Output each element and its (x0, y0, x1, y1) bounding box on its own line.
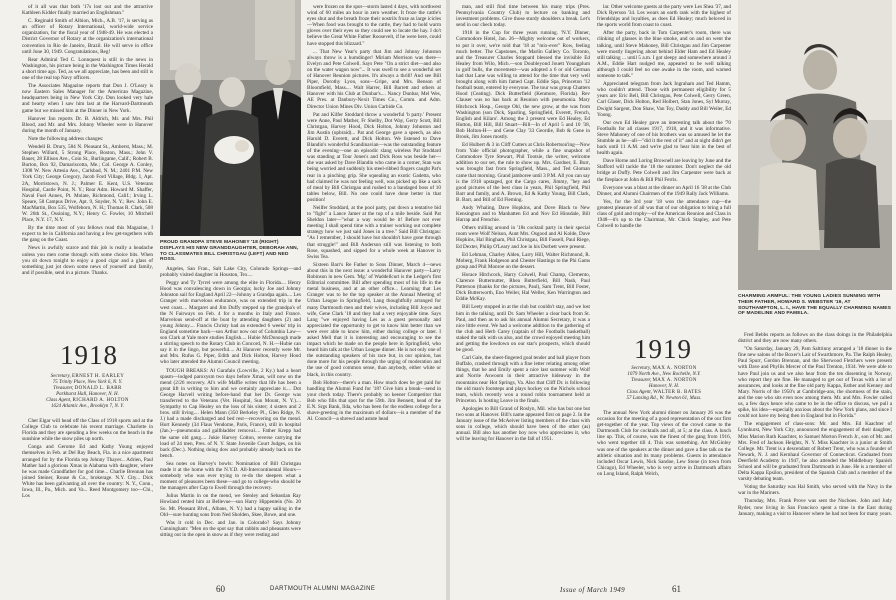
paragraph: Appreciated telegram from Jack Ingraham and Ted Hamm, who couldn't attend. Those with permanent eligibility for 5 years are: Eric Bell, Bill Christgau, Pete Colwell, Gerry Green, Carl Glaser, Dick Holton, Red Holbert, Stan Jones, Syl Murray, Dwight Sargent, Don Shaw, Van Toy, Daddy and Bill Weiler, Ed Young. (597, 81, 731, 118)
paragraph: "On Saturday, January 29, Pam Saltrinny arranged a '18 dinner in the fine new salons of the Boxer's Lair of Swarthmore, Pa. The Ralph Healey, Paul Spurr, Gordon Brennan, and the Sherwood Fletchers were present with Dave and Phyllis Mercer of the Paul Trenton, 1934. We were able to have Paul join us and we also hear from the ten dissenting in Norway, who report they are fine. He managed to get out of Texas with a lot of assurances, and looks at the fine old party Kappa, Esther and Kenney and Mary. Norris of the 1950's at Cambridge-ans, the shortness of the stain, and the one who sits even now among them. Mr. and Mrs. Fowler called us, a few days hence who came to be in the office to discuss, we pull a spike, his idea—especially anxious about the New York plans, and since I could not have my being then in England but in Florida." (738, 346, 892, 420)
paragraph: Sea notes on Harvey's bowls: Nomination of Bill Christgau made it at the home with the N.Y.D. All-Intercontinental Hours—somebody who was ever trying to re-do the sleepers what a moment of pleasures been these—and go to college-who should be the managers after Cap to Ewell through the recovery. (160, 460, 301, 492)
paragraph: Dave Horne and Loring Brownell are leaving by June and the Stafford will tackle the '18 the summer. Don't neglect the old bridge at Duffy. Pete Colwell and Jim Carpenter were back at the fireplace at John & Bill Phil Ferris. (597, 158, 731, 183)
paragraph: The engagement of class-sons: Mr. and Mrs. Ed Kaachter of Lynnhurst, New York City, announced the engagement of their daughter, Miss Marion Ruth Kaachter, to Samuel Morton French Jr., son of Mr. and Mrs. Fred of Jackson Heights, N. Y. Miss Kaachter is a junior at Smith College. Mr. Trent is a descendant of Robert Trent, who was a founder of Newark, N. J. and Kernhaul Governor of Connecticut. Graduated from Deerfield Academy in 1947, he also attended the Middlebury Spanish School and will be graduated from Dartmouth in June. He is a member of Delta Kappa Epsilon, president of the Spanish Club and a member of the varsity debating team. (738, 421, 892, 483)
paragraph: Neilfer Stoddard, at the pool party, put down a tentative bid to "fight" a Lance Jamer at the top of a mile beside. Said Pat Sheldon later—"what a way would be it! Before not ever meeting I shall spend time with a trainer working out complete strategy how we just said Jones in a tree." Said Bill Christgau: "As I remember, I should have but shouldn't have gone through that struggle!" and Bill Anderson still was listening to both Rose, squashed, and sipped for a whole week at Hanover in Swiss Tea. (307, 205, 441, 260)
paragraph: Andy Whaling, Dave Hopkins, and Dove Black to New Kensington and to Manhatten Ed and Nov Ed Hinsdale, Bill Harrap and Frenchie. (456, 205, 590, 224)
paragraph: Apologies to Bill Grand of Roslyn, Mil. who has but one but two sons at Hanover. Bill's name appeared first on page 2. In the January issue of the McAeiver listing members of the class with sons in college, which should have been of the other (as) annual. Bill also has another boy now who appreciates it, who will be leaving for Hanover in the fall of 1951. (456, 405, 590, 443)
column-4-text (456, 4, 590, 576)
page-number-left: 60 (216, 584, 225, 594)
column-6-bottom-text (738, 332, 892, 576)
paragraph: Wendell B. Drury, 584 N. Pleasant St., Amherst, Mass.; M. Stephen Willard, 5 Strong Place, Boston, Mass.; John V. Bauer, 28 Ellison Ave., Coin St., Burlingame, Calif.; Robert B. Burton, Box 92, Damariscotta, Me.; Col. George A. Conley, 1308 W. New Artesia Ave., Carlsbad, N. M.; 2401 P.M. New York City; George Gregory, Jacob Ford Village, Bldg. 1, Apt. 2A, Morristown, N. J.; Palmer E. Kent, U.S. Veterans Hospital, Castle Point, N. Y.; Rear Adm. Howard M. Shaffer, Naval Fuel Annex, Pt. Molate, Richmond, Calif.; Irving L. Speare, 58 Campus Drive, Apt. 9, Snyder, N. Y.; Rev. John E. MacMartin, Box 535, Wolfeboro, N. H.; Thomas R. Clark, 508 W. 26th St., Ossining, N.Y.; Henry G. Fowler, 10 Mitchell Place, N.Y. 17, N.Y. (22, 143, 153, 224)
paragraph: Carl Gale, the sheet-fingered goal tender and ball player from Buffalo, crashed through with a fine letter relating among other things, that he and Emily spent a nice last summer with Wolf and Norrie Aswoom in their attractive hideaway in the mountains near Hot Springs, Va. Also that Cliff Dr. is following the old man's footsteps and plays hockey on the Nichols school team, which recently won a round robin tournament held at Princeton. Is hosting Leave in the finals. (456, 355, 590, 404)
left-page (0, 0, 446, 600)
paragraph: Chet Elgar will head off the Class of 1918 sports and at the College Club to celebrate his recent marriage. Charlotte in Florida and they are spending a few weeks on the beach in the sunshine while the snow piles up north. (22, 418, 153, 443)
magazine-footer: DARTMOUTH ALUMNI MAGAZINE (270, 586, 376, 592)
paragraph: Ed Hulbert & 3 in Cliff Cutters at Chris Robertson'ing—Now from Yale official photographer, while a fine snapshot of Commodore Tyre Stewart, Phil Tootsie, the writer, welcome addition to our set, the rule to show up. Mrs. Gardner, E. Burr, was brought fast from Springfield, Mass., and Ted Gloman came that morning. Grand jamboree until 3 P.M. All you can say is the 1918 upstaged, got the Cargo cares, Jimmy, "hey and good pictures of the best class in years, Phil Springfield, Phil Barr and family, and A. Brown, Ed & Kathy Young, Bill Clark, B. Barr, and Bill of Ed Fleming. (456, 142, 590, 203)
paragraph: Sixteen Barr's Re Father to Sons Dinner, March 4—news about this in the next issue: a wonderful Hanover party—Larry Robinson in new Gem. 'Mg.' of Waddellcurt is the Ledger's first Editorial committee. Bill after spending most of his life in the metal business, and at an other office... Learning that Les Granger was to be the top speaker at the Annual Meeting of Urban League in Springfield, Lang thoughtfully arranged for many Dartmouth men and their wives, including Bill Joyce and wife, Gene Clark '18 and they had a very enjoyable time. Says Lang "we enjoyed having Les as a guest personally and appreciated the opportunity to get to know him better than we were ever able to know him, either during college or later. I asked Mell that it is interesting and encouraging to see the impact which he made on the people here in Springfield, who heard him talk at the Urban League dinner. He is not only one of the outstanding speakers of his race but, in our opinion, has done more for his people through the urging of moderation and the use of good common sense, than anybody, either white or black, in this country. (307, 261, 441, 378)
column-5-text (597, 4, 731, 331)
paragraph: C. Reginald Smith of Albion, Mich., A.B. '17, is serving as an officer of Rotary International, world-wide service organization, for the fiscal year of 1948-49. He was elected a District Governor of Rotary at the organization's international convention in Rio de Janeiro, Brazil. He will serve in office until June 30, 1949. Congratulations, Reg! (22, 18, 153, 55)
page-number-right: 61 (672, 584, 681, 594)
paragraph: The annual New York alumni dinner on January 26 was the occasion for the meeting of a good representation of the our first get-together of the year. Top views of the crowd came to the Dartmouth Club for cocktails and all, at 5; at the class. A lunch line up. This, of course, was the finest of the gang from 1916, who went together till 4. This was something. Art McGinley was one of the speakers at the dinner and gave a fine talk on the athletic situation and its many problems. Guests in attendance included Oscar Lewis, Nick Sandoe, Lew Stone (in town from Chicago), Ed Wheeler, who is very active in Dartmouth affairs on Long Island, Ralph Welch, (597, 410, 731, 477)
proud-grandpa-photo (160, 0, 301, 236)
paragraph: Was it cold in Dec. and Jan. in Colorado? Says Johnny Cunningham: "Men on the spot say that rabbits and pheasants were sitting out in the open in snow as if they were resting and (160, 519, 301, 538)
column-1-bottom-text (22, 418, 153, 576)
paragraph: Pat and Kilfer Stoddard throw a wonderful 'b party.' Present were Anne, Paul Mather, Fr Shelby, Dot Way, Gerry Scott, Bill Christgau, Harvey Hood, Dick Holton, Johnny Johnston and Jim Austin (upbraid)... Pat and George gave a speech, as also Harold D. Everett, and Dick Holton. We listened to Dave Blandin's wonderful Scandinavian—was the outstanding feature of the evening—one an episodic slang wireless Pat Stoddard was standing at Tour Jones's and Dick Ross was beside her—she was asked by Dave Blandin who came in a corner, Stan was being worried and suddenly his steel-ribbed fingers caught Pat's rear in a pinching grip. She squealing an exotic Gadetta, who had claimed he was not feeling well, was picked up like a sack of meal by Bill Christgau and rushed to a bandaged boss of 10 tables below, Bill. No one could have done better in that position! (307, 111, 441, 203)
paragraph: The Associates Magazine reports that Don J. O'Leary is now Eastern Sales Manager for the American Magazine, headquarters being in New York City. Don looked very hale and hearty when I saw him last at the Harvard-Dartmouth game but we missed him at the Dinner in New York. (22, 83, 153, 114)
paragraph: 1918 in the Cup for three years running. 'N.Y. Dinner, Commodore Hotel, Jan. 26—Mighty welcome out of workers, to put it over, we're told that '18 at "mix-ever" Row, feeling much better. The Capstones, the Marlin Gallery Co. Toronto, and the Treasurer Charles Stoppard blessed the invisible Ed Healey from Wilo, Mich.—son Doubleyond Jouett Youngplum in golf bulls, the movement—was adopted a 6 or old German had that Lane was willing to attend for the time that very well brought along with him famed Capt. Eddie Spa, Princeton '12 football team, entered by everyone. The tour was group Chatters Hood (Ceating). Dick Butterfield (Kenmore, Florida). Rev Clauser was no has back at Reunion with pneumonia. Mary Hitchcock Hosp., George Ohl, the new grow, at the was from Washington (son Dick, Sparling, Springfield, Everett, French, English and Kilaro'. Among the 3 present were Ed Healey, Ed Hutton, Bill Hill, Bill Stuart—Bill—In of April 5 and 10 '38, Bob Holton-H— and Gene Clay '33 Geordie, Bob & Gene in Brook, Jim Jones mostly. (456, 30, 590, 140)
column-1-text (22, 4, 153, 310)
paragraph: Ed Lehman, Charley Alden, Larry Hill, Walter Richmond, R. Moberg, Frank Hodgeson and Chester Hastings to the Phi Gams group and Phil Monroe on the dessert. (456, 251, 590, 270)
paragraph: Peggy and Ty Tyrrel were among the elite in Florida.... Henry Hood was convalescing down in Georgia; lucky Joe and Johnny Johnston sail for England April 22—Johnny a Grandpa again.... Les Granger with marvelous endurance, was on extended trip in the west coast.... Margaret and Jim Duffy stepped up the grandpa's of the N Fairways on Feb. 4 for a months in Italy and France. Marvelous send-off at the boat by attending daughters (2) and young Johnny.... Francis Christy had an extended 6 weeks' trip in England sometime back—son Arthur now out of Columbia Law—son Clark at Yale more studies English.... Hubie McDonough made a stirring speech to the Rotary Club in Concord, N. H.—Hubie can say it in the lingo, but powerful.... At Hanover recently were Mr. and Mrs. Rufus G. Piper, Edith and Dick Holton, Harvey Hood who later attended the Alumni Council meeting. (160, 280, 301, 366)
class-year-heading-1919: 1919 (634, 334, 692, 364)
paragraph: lar. Other welcome guests at the party were Les Shea '37, and Dick Ryerson '34. Les wears an earth rank with the highest of friendships and loyalties, as does Ed Healey; much beloved in the sports world from coast to coast. (597, 4, 731, 29)
paragraph: Fred Bebbs reports as follows on the class doings in the Philadelphia district and they are now many others. (738, 332, 892, 345)
paragraph: Horace Hitchcock, Harry Colwell, Paul Champ, Clemento, Clarence Butternutter, Rhea Butterfield, Bill Nash, Paul Patterson (thanks for the pictures, Paul), Sam Trent, Bill Foster, Dick Butterworth, Eno Weiler, Hal Weller, Ken Warrington and Eddie McKay. (456, 271, 590, 303)
class-officers-1919: Secretary, MAX A. NORTON 1079 North Ave., New Rochelle, N.Y. Treasurer, MAX A. NORTON Hanover, N. H. Class Agent, WALTER B. BATES 57 Lansing Rd., W. Newton 61, Mass. (626, 366, 702, 401)
paragraph: Our own Ed Healey gave an interesting talk about the '70 Footballs for all classes 1917, 1918, and it was informative. Steve Mahoney of one of his brothers was so amused he let the Stumble as he—all—"did it the rest of it" and at night didn't get back until 11 A.M. and we're glad to hear him in the best of health again. (597, 119, 731, 157)
paragraph: Julius Martin in on the mend, we Stenley and Sebastian Ray Howland rented him at Bellevue—son Harry Hippentein (No. 20 So. Mt. Pleasant Blvd., Albans, N. Y.) had a happy sailing in the Old—sure hunting sons from Ned Sholden, Skee, Bowe, and one. (160, 493, 301, 518)
right-page (450, 0, 896, 600)
paragraph: were frozen on the spot—storm lasted 4 days, with northwest wind of 60 miles an hour in zero weather. It froze the cattle's eyes shut and the breath froze their nostrils froze as large icicles—When food was brought to the cattle, they had to hold warm gloves over their eyes so they could see to locate the hay. I do't believe the Great White Father Roosevelt, if he were here, could have stopped this blizzard." (307, 4, 441, 47)
class-year-heading-1918: 1918 (60, 340, 118, 370)
paragraph: TOUGH BREAKS: Al Garafalo (Lowville, 2 Ky.) had a heart spasm—lodged paroxysm two days before Xmas, will now on the mend (2/26 recovery. Al's wife Maffie writes that life has been a great lift in writing to him and we certainly appreciate it.... Dot George Harvell writing before-hand that her Dr. George was transferred to the Veterans (Vet. Hospital, Sun Mount, N. Y.).... Sympathy to Cap Healey on the loss of his sister; 4 sisters and 2 bros. still living.... Helen Mann (350 Berkeley Pl., Glen Ridge, N. J.) had a made discharged and bed rest—recovering on the mend. Hort Kennedy (34 Flaus Vendome, Paris, France), still in hospital (Jan.)—pneumonia and gallbladder removal.... Father Krepp had the same old gang.... Jukie Harvey Colton, reverse carrying the load of 24 men, Pres. of N. Y. State Juvenile Court Judges, on his back (Dec.). Nothing doing dow and probably already back on the bench. (160, 367, 301, 459)
paragraph: After the party, back in Tom Carpenter's room, there was clinking of glasses in the blue smoke, and on and on went the talking, until Steve Mahoney, Bill Christgau and Jim Carpenter were mostly lingering about behind Elder Ham and Ed Healey still talking ... until 5 a.m. I got sleepy and somewhere around 3 A.M., Eddie Hart nudged me, appeared to be well talking although I could feel no one awake in the room, and warned someone to talk." (597, 30, 731, 80)
column-2-text (160, 266, 301, 576)
column-5-bottom-text (597, 410, 731, 576)
photo-caption-1919: CHARMING ARMFUL: THE YOUNG LADIES SUNNING WITH THEIR FATHER, HOWARD S. WEBSTER '19, AT SOUTHAMPTON, L. I., HAVE THE EQUALLY CHARMING NAMES OF MADELINE AND PAMELA. (738, 294, 892, 317)
paragraph: Bill Leety stopped in at the club but couldn't stay, and we lost him in the talking, until Dr. Sam Wheeler a clear back from St. Paul, and then as to ask his annual Alumni Secretary, it was a nice little event. We had a welcome addition to the gathering of the club and Herb Carey (captain of the Footballs basketball) staked the talk with us also, and the crowd enjoyed meeting him and getting the lowdown on our star's prospects, which should be good. (456, 304, 590, 354)
paragraph: Yes, for the 3rd year '18 won the attendance cup—the greatest pleasure of all was that of our obligation to bring a full class of gold and trophy—of the American Reunion and Class in 1948—it's up to the Chairman, Mr. Chick Stapley, and Pete Colwell to handle the (597, 198, 731, 230)
paragraph: Hanover Inn reports Dr. B. Aldrich, Mr. and Mrs. Phil Blood, and Mr. and Mrs. Johnny Wheeler were in Hanover during the month of January. (22, 115, 153, 134)
photo-caption-1918: PROUD GRANDPA STEVE MAHONEY '18 (RIGHT) DISPLAYS HIS NEW GRANDDAUGHTER, DEBORAH ANN, TO CLASSMATES BILL CHRISTGAU (LEFT) AND NED ROSS. (160, 240, 299, 263)
paragraph: Thursday, Mrs. Frank Prove was sent the Nuchoes. John and Judy Ryder, now living in San Francisco spent a time in the East during January, making a visit to Hanover where he had not been for many years. (738, 498, 892, 517)
paragraph: Conga and Gerome Ed and Kathy Young enjoyed themselves in Feb. at Del Ray Beach, Fla. in a nice apartment arranged for by the Florida rep Johnny Thayer... Adrien, Paul Mather had a glorious Xmas in Alabama with daughter, where he was made Grandfather for god time... Charlie Brennan has joined Steiner, Rouse & Co., brokerage. N.Y. City... Dick White has been galivanting all over the country: N. Y., Conn., Iowa, Ill., Pa., Mich. and Va... Reed Montgomery too—Chi., Los (22, 444, 153, 500)
paragraph: Voting the Saturday was Hal Smith, who served with the Navy in the war in the Mariners. (738, 484, 892, 497)
paragraph: Note the following address changes: (28, 135, 104, 142)
paragraph: Rear Admiral Ted C. Lonnquest is still in the news in Washington, his picture being in the Washington Times Herald a short time ago. Ted, as we all appreciate, has been and still is one of the real top Navy officers. (22, 56, 153, 82)
paragraph: By the time most of you fellows read this Magazine, I expect to be in California and having a few get-togethers with the gang on the Coast. (22, 225, 153, 244)
paragraph: News is awfully scarce and this job is really a headache unless you men come through with some choice bits. When you sit down tonight to enjoy a good cigar and a glass of something just jot down some news of yourself and family, and if possible, send in a picture. Thanks. (22, 245, 153, 276)
paragraph: Bob Holton—there's a man. How much does he get paid for handling the Alumni Fund for '18? Give him a break—send in your check today. There's probably no keener Competitor that Bob who fills that spot for the 59th. Jim Bennett, head of the E.N. Srgs Bank, Ilda, who has been for the endless college for a shave-greeting in the maximum of dollars—is a member of the Al. Council—a shrewd and astute head (307, 379, 441, 423)
paragraph: of it all was that both '17s lost out and the attractive Kathleen Kidder finally married an Englishman." (22, 4, 153, 17)
issue-footer: Issue of March 1949 (560, 586, 626, 594)
column-3-text (307, 4, 441, 576)
paragraph: man, and still find time between his many trips (Pres. Pennsylvania Country Club) to lecture on banking and investment problems. Give those sturdy shoulders a break. Let's send in our check today. (456, 4, 590, 29)
paragraph: Everyone was a blast at the dinner on April 16 '38 at the Club Dinner, and Alumni Chairmen of the 1949 Rally Jack Williams. (597, 184, 731, 197)
class-officers-1918: Secretary, ERNEST H. EARLEY 75 Trinity Place, New York 6, N. Y. Treasurer, DONALD L. BARR Parkhurst Hall, Hanover, N. H. Class Agent, RICHARD A. HOLTON 1624 Atlantic Ave., Brooklyn 7, N. Y. (46, 374, 129, 409)
charming-armful-photo (738, 0, 892, 290)
paragraph: Others milling around in '18s cocktail party in their special room were Wolf Nelson, Aunt Mrs. Osgood and Al Kolde, Dave Hopkins, Hal Bingham, Phil Christgau, Bill Fassell, Paul Riege, Ed Dexter, Philip O'Leary and Joe in his Dorbett were present. (456, 225, 590, 250)
paragraph: ... That New Year's party that Jim and Johnny Johnston always throw is a humdinger! Miriam Morrison was there—Evelyn and Pete Colwell. Says Pete "On a strict diet—and also on the water wagon now"... It was swell to see a wonderful set of Hanover Reunion pictures. It's always a thrill! And see Bill Piper, Dorothy Lyon, sons—Gripe, and Mrs. Benson of Bloomfield, Mass.... Walt Harrer, Bill Barrett and others at Hanover with his Club at Dunbar's.... Nancy Dunbar, Mel Wes, AE Pres. at Danbury-Nexit Times Co., Comm. and Adm. Director Union Mines Div. Union Carbide Co. (307, 48, 441, 110)
paragraph: Angeles, San Fran., Salt Lake City, Colorado Springs—and probably visited daughter in Houston, Tex.... (160, 266, 301, 279)
